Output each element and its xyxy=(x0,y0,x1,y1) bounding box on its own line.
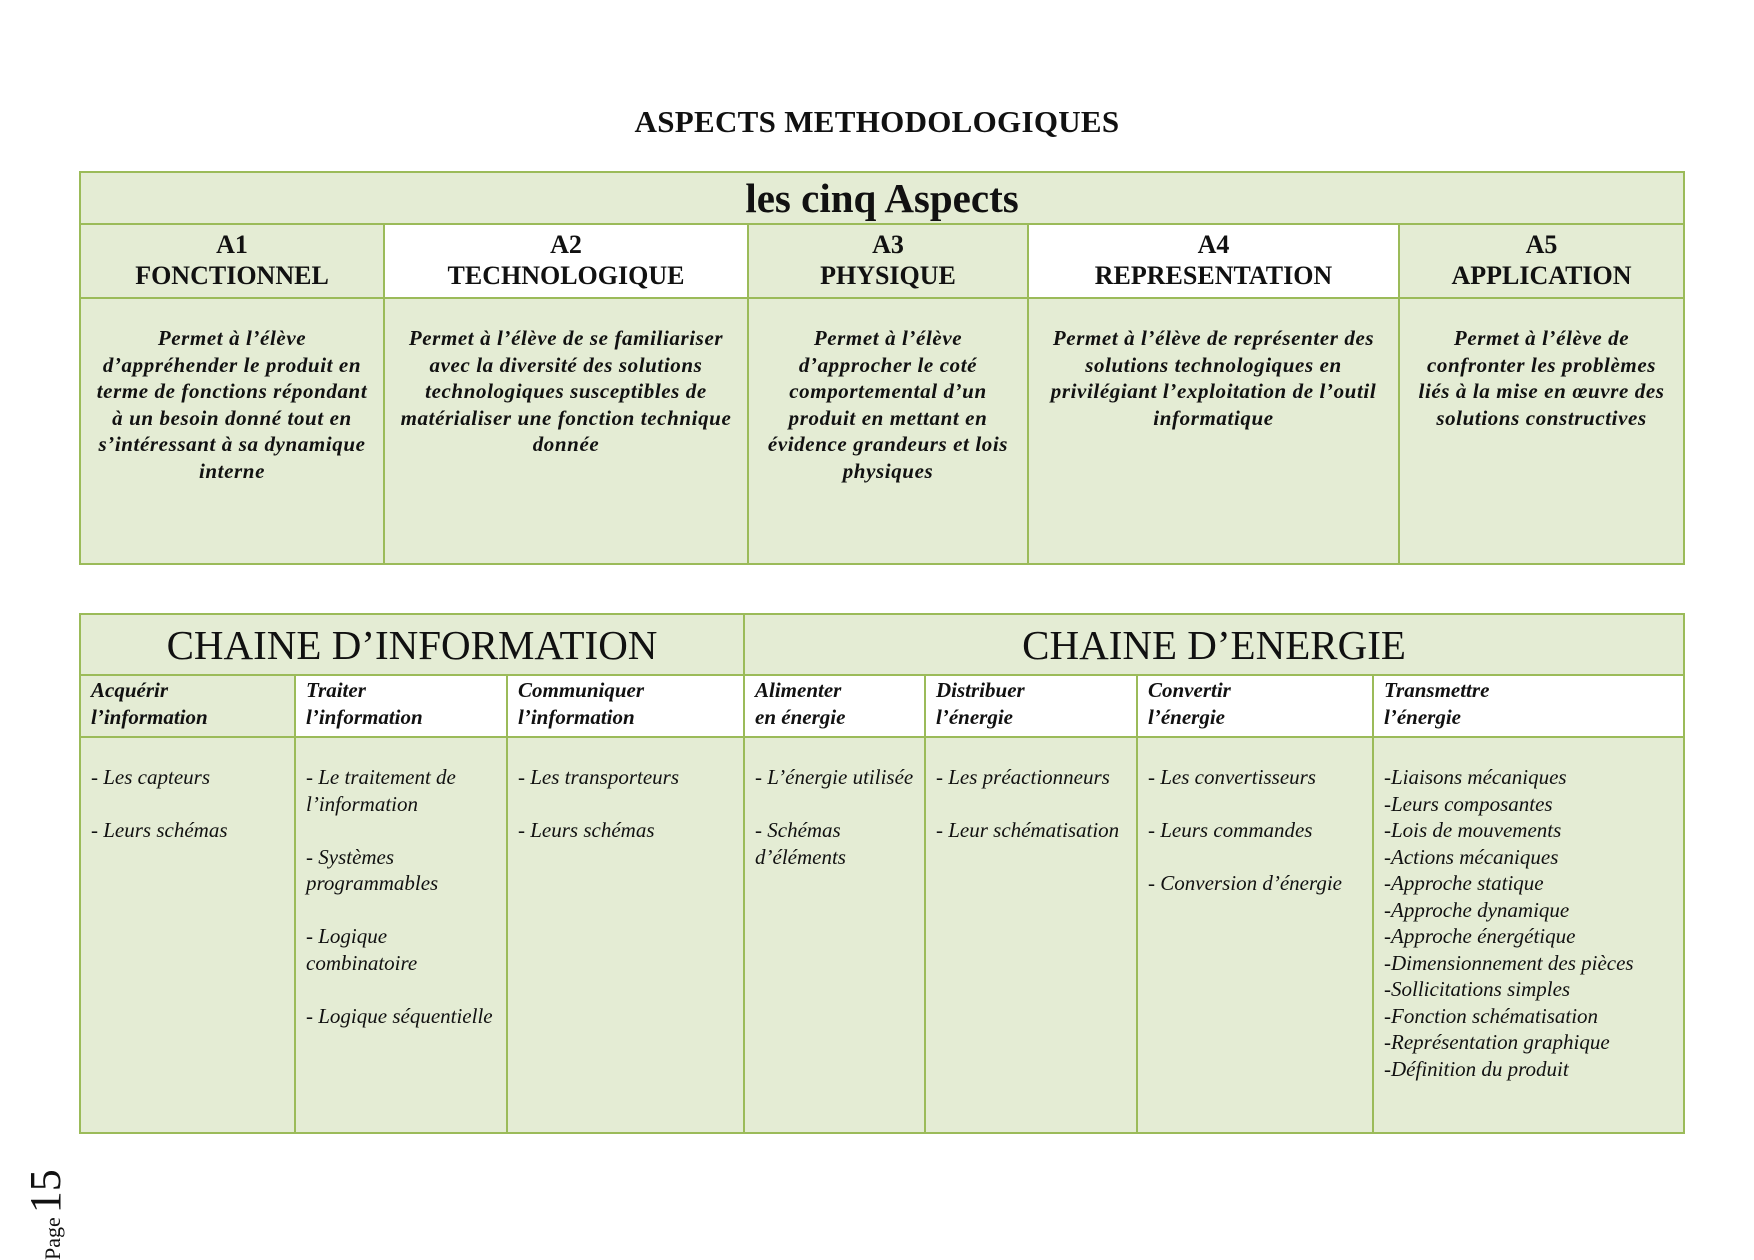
aspect-name: FONCTIONNEL xyxy=(135,261,329,290)
aspect-header-a4 xyxy=(1028,224,1399,298)
list-item: - Leur schématisation xyxy=(936,818,1120,842)
aspect-description-a4: Permet à l’élève de représenter des solutions technologiques en privilégiant l’exploitation de l’outil informatique xyxy=(1028,298,1399,564)
function-items-convertir xyxy=(1137,737,1373,1133)
function-label: Distribuer xyxy=(936,678,1025,702)
list-item: - Logique combinatoire xyxy=(306,924,418,975)
page-number xyxy=(20,1030,90,1260)
list-item: -Dimensionnement des pièces xyxy=(1384,950,1634,975)
function-label: en énergie xyxy=(755,704,846,729)
information-chain-title: CHAINE D’INFORMATION xyxy=(80,614,744,675)
list-item: -Approche dynamique xyxy=(1384,897,1570,922)
aspect-code: A2 xyxy=(550,230,582,259)
list-item: - Leurs schémas xyxy=(518,818,655,842)
function-label: l’énergie xyxy=(1148,704,1225,729)
aspect-description-a3: Permet à l’élève d’approcher le coté comportemental d’un produit en mettant en évidence grandeurs et lois physiques xyxy=(748,298,1028,564)
aspect-header-a5 xyxy=(1399,224,1684,298)
list-item: - Les préactionneurs xyxy=(936,765,1110,789)
list-item: -Fonction schématisation xyxy=(1384,1003,1599,1028)
list-item: - Logique séquentielle xyxy=(306,1003,493,1028)
aspect-description-a5: Permet à l’élève de confronter les problèmes liés à la mise en œuvre des solutions constructives xyxy=(1399,298,1684,564)
aspect-code: A3 xyxy=(872,230,904,259)
function-header-traiter xyxy=(295,675,507,737)
aspect-code: A4 xyxy=(1197,230,1230,259)
aspects-heading: les cinq Aspects xyxy=(80,172,1684,224)
energy-chain-title: CHAINE D’ENERGIE xyxy=(744,614,1684,675)
function-header-alimenter xyxy=(744,675,925,737)
function-label: Transmettre xyxy=(1384,678,1490,702)
list-item: -Sollicitations simples xyxy=(1384,977,1571,1001)
function-label: l’énergie xyxy=(936,704,1013,729)
list-item: -Lois de mouvements xyxy=(1384,818,1562,842)
list-item: - Les transporteurs xyxy=(518,765,680,789)
list-item: - Conversion d’énergie xyxy=(1148,871,1343,895)
function-label: l’information xyxy=(306,704,423,729)
list-item: - Schémas d’éléments xyxy=(755,818,846,869)
list-item: - Les capteurs xyxy=(91,765,210,789)
aspect-description-a1: Permet à l’élève d’appréhender le produit en terme de fonctions répondant à un besoin donné tout en s’intéressant à sa dynamique interne xyxy=(80,298,384,564)
list-item: - Les convertisseurs xyxy=(1148,765,1316,789)
list-item: -Représentation graphique xyxy=(1384,1030,1610,1054)
list-item: - Leurs commandes xyxy=(1148,818,1313,842)
function-label: Alimenter xyxy=(755,678,842,702)
aspect-code: A1 xyxy=(216,230,248,259)
function-header-transmettre xyxy=(1373,675,1684,737)
list-item: - Le traitement de l’information xyxy=(306,765,456,816)
aspect-header-a1 xyxy=(80,224,384,298)
function-label: Communiquer xyxy=(518,678,645,702)
page-number-value: 15 xyxy=(21,1169,70,1214)
function-label: l’information xyxy=(518,704,635,729)
function-header-acquerir xyxy=(80,675,295,737)
list-item: -Approche statique xyxy=(1384,871,1544,895)
function-header-communiquer xyxy=(507,675,744,737)
function-header-distribuer xyxy=(925,675,1137,737)
list-item: -Approche énergétique xyxy=(1384,924,1576,948)
function-items-alimenter xyxy=(744,737,925,1133)
function-items-communiquer xyxy=(507,737,744,1133)
function-items-traiter xyxy=(295,737,507,1133)
function-items-transmettre xyxy=(1373,737,1684,1133)
function-label: Convertir xyxy=(1148,678,1231,702)
aspect-header-a3 xyxy=(748,224,1028,298)
list-item: -Leurs composantes xyxy=(1384,791,1553,816)
function-label: Acquérir xyxy=(91,678,169,702)
function-label: Traiter xyxy=(306,678,366,702)
page-title: ASPECTS METHODOLOGIQUES xyxy=(634,104,1120,139)
list-item: - L’énergie utilisée xyxy=(755,765,914,789)
aspects-table xyxy=(79,171,1685,565)
list-item: -Définition du produit xyxy=(1384,1056,1569,1081)
list-item: - Leurs schémas xyxy=(91,818,228,842)
function-label: l’énergie xyxy=(1384,704,1461,729)
aspect-code: A5 xyxy=(1525,230,1558,259)
page-word: Page xyxy=(40,1217,65,1260)
aspect-name: APPLICATION xyxy=(1451,261,1632,290)
list-item: -Liaisons mécaniques xyxy=(1384,765,1567,789)
aspect-name: REPRESENTATION xyxy=(1094,261,1333,290)
aspect-description-a2: Permet à l’élève de se familiariser avec la diversité des solutions technologiques susceptibles de matérialiser une fonction technique donnée xyxy=(384,298,748,564)
function-label: l’information xyxy=(91,704,208,729)
function-header-convertir xyxy=(1137,675,1373,737)
function-items-acquerir xyxy=(80,737,295,1133)
chains-table xyxy=(79,613,1685,1134)
aspect-header-a2 xyxy=(384,224,748,298)
aspect-name: PHYSIQUE xyxy=(820,261,956,290)
aspect-name: TECHNOLOGIQUE xyxy=(447,261,685,290)
list-item: -Actions mécaniques xyxy=(1384,844,1559,869)
list-item: - Systèmes programmables xyxy=(306,844,439,895)
function-items-distribuer xyxy=(925,737,1137,1133)
